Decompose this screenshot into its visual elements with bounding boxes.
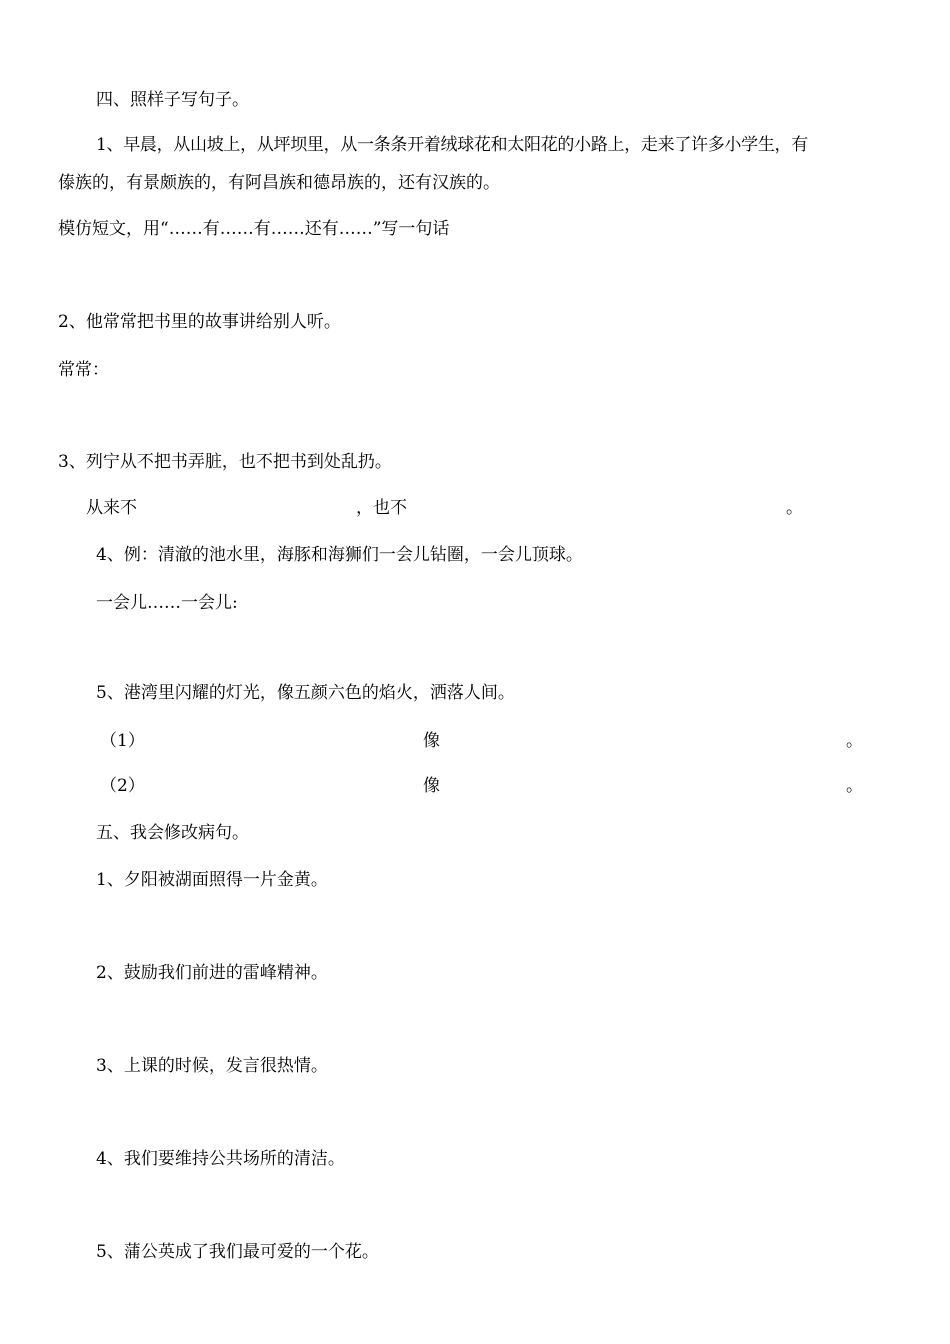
q5-row-1-end: 。 [846,731,863,751]
q2-prompt: 常常： [58,360,109,380]
q3-fill-part-2: ，也不 [356,498,407,518]
section-5-heading: 五、我会修改病句。 [96,823,249,843]
q4-prompt: 一会儿……一会儿: [96,593,238,613]
q3-fill-part-1: 从来不 [86,498,137,518]
q5-row-2-end: 。 [846,776,863,796]
sick-sentence-3: 3、上课的时候，发言很热情。 [96,1056,328,1076]
q1-prompt: 模仿短文，用“……有……有……还有……”写一句话 [58,219,450,239]
sick-sentence-1: 1、夕阳被湖面照得一片金黄。 [96,870,328,890]
q1-sentence-line-2: 傣族的，有景颇族的，有阿昌族和德昂族的，还有汉族的。 [58,173,500,193]
q1-sentence-line-1: 1、早晨，从山坡上，从坪坝里，从一条条开着绒球花和太阳花的小路上，走来了许多小学生，有 [96,135,808,155]
sick-sentence-4: 4、我们要维持公共场所的清洁。 [96,1149,345,1169]
q4-example: 4、例：清澈的池水里，海豚和海狮们一会儿钻圈，一会儿顶球。 [96,545,583,565]
q5-sentence: 5、港湾里闪耀的灯光，像五颜六色的焰火，洒落人间。 [96,683,515,703]
q5-row-2-label: （2） [100,776,145,796]
section-4-heading: 四、照样子写句子。 [96,90,249,110]
q5-row-1-label: （1） [100,731,145,751]
q5-row-2-mid: 像 [423,776,440,796]
q5-row-1-mid: 像 [423,731,440,751]
sick-sentence-5: 5、蒲公英成了我们最可爱的一个花。 [96,1242,379,1262]
q3-sentence: 3、列宁从不把书弄脏，也不把书到处乱扔。 [58,452,392,472]
q2-sentence: 2、他常常把书里的故事讲给别人听。 [58,312,341,332]
sick-sentence-2: 2、鼓励我们前进的雷峰精神。 [96,963,328,983]
q3-fill-end: 。 [786,498,803,518]
